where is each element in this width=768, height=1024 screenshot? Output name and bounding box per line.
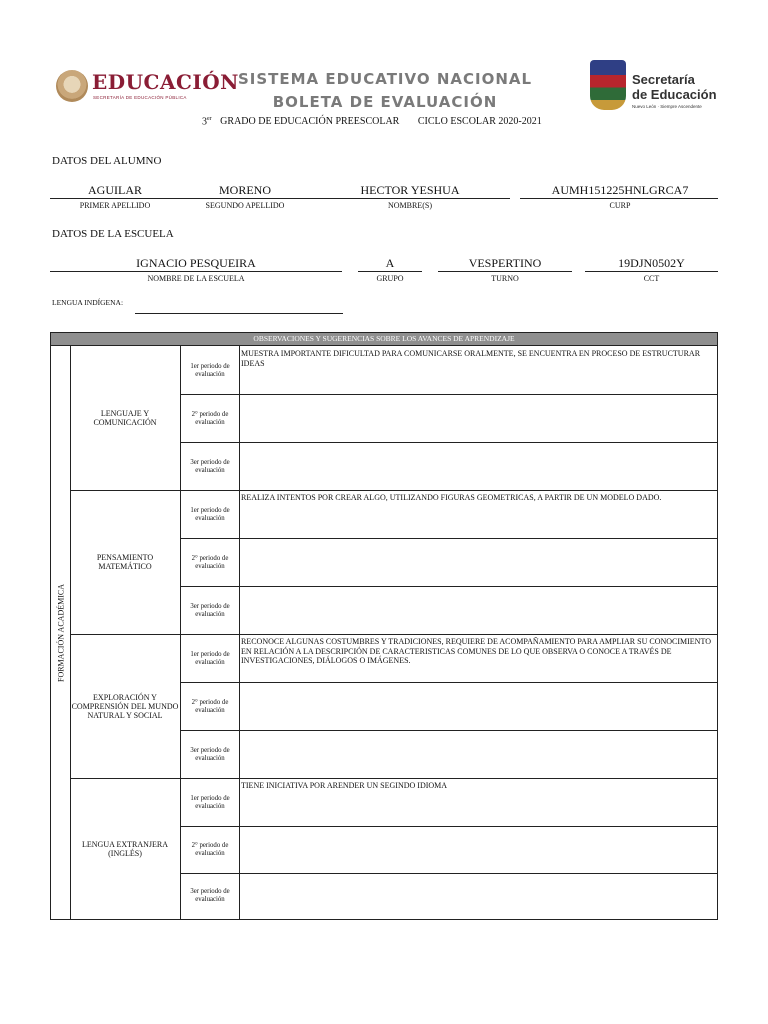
curp-value: AUMH151225HNLGRCA7 — [551, 183, 689, 197]
area-math: PENSAMIENTO MATEMÁTICO — [96, 553, 154, 571]
student-name-underline — [50, 198, 510, 199]
row-divider — [180, 394, 717, 395]
obs-math-p1: REALIZA INTENTOS POR CREAR ALGO, UTILIZANDO FIGURAS GEOMETRICAS, A PARTIR DE UN MODELO DADO. — [241, 493, 662, 502]
names-label: NOMBRE(S) — [387, 201, 432, 210]
period-3-label: 3er periodo de evaluación — [190, 888, 230, 903]
row-divider — [180, 538, 717, 539]
grade-number: 3 — [202, 116, 207, 128]
row-divider — [180, 873, 717, 874]
state-logo-tagline: Nuevo León · Siempre Ascendente — [632, 104, 702, 109]
indigenous-language-underline — [135, 313, 343, 314]
period-3-label: 3er periodo de evaluación — [190, 459, 230, 474]
area-language: LENGUAJE Y COMUNICACIÓN — [93, 409, 157, 427]
period-1-label: 1er periodo de evaluación — [190, 363, 230, 378]
cct-value: 19DJN0502Y — [618, 256, 685, 270]
period-2-label: 2° periodo de evaluación — [191, 699, 229, 714]
grade-text: GRADO DE EDUCACIÓN PREESCOLAR — [220, 116, 400, 128]
header-divider — [51, 345, 717, 346]
shift-underline — [438, 271, 572, 272]
school-name-underline — [50, 271, 342, 272]
row-divider — [180, 826, 717, 827]
header-title-line1: SISTEMA EDUCATIVO NACIONAL — [237, 70, 533, 88]
student-section-title: DATOS DEL ALUMNO — [52, 155, 162, 167]
names-value: HECTOR YESHUA — [360, 183, 460, 197]
cct-label: CCT — [643, 274, 660, 283]
curp-label: CURP — [609, 201, 631, 210]
grade-suffix: er — [207, 116, 212, 122]
state-logo-line1: Secretaría — [632, 72, 695, 87]
academic-formation-label — [51, 347, 70, 919]
first-surname-label: PRIMER APELLIDO — [79, 201, 151, 210]
period-1-label: 1er periodo de evaluación — [190, 651, 230, 666]
shift-value: VESPERTINO — [468, 256, 542, 270]
obs-exploration-p1: RECONOCE ALGUNAS COSTUMBRES Y TRADICIONES, REQUIERE DE ACOMPAÑAMIENTO PARA AMPLIAR SU CONOCIMIENTO EN RELACIÓN A LA DESCRIPCIÓN DE CARACTERISTICAS COMUNES DE LO QUE OBSERVA O CONOCE A TRAVÉS DE INVESTIGACIONES, DIÁLOGOS O IMÁGENES. — [241, 637, 711, 665]
period-3-label: 3er periodo de evaluación — [190, 603, 230, 618]
period-1-label: 1er periodo de evaluación — [190, 507, 230, 522]
state-logo-line2: de Educación — [632, 87, 717, 102]
sep-logo — [56, 68, 239, 108]
row-divider — [180, 442, 717, 443]
period-3-label: 3er periodo de evaluación — [190, 747, 230, 762]
row-divider — [180, 730, 717, 731]
obs-foreign-p1: TIENE INICIATIVA POR ARENDER UN SEGINDO IDIOMA — [241, 781, 448, 790]
shift-label: TURNO — [491, 274, 519, 283]
cct-underline — [585, 271, 718, 272]
evaluation-table — [50, 332, 718, 920]
indigenous-language-label: LENGUA INDÍGENA: — [52, 298, 124, 307]
second-surname-value: MORENO — [218, 183, 271, 197]
curp-underline — [520, 198, 718, 199]
period-2-label: 2° periodo de evaluación — [191, 411, 229, 426]
row-divider — [180, 682, 717, 683]
group-underline — [358, 271, 422, 272]
grade-line — [202, 116, 542, 127]
obs-language-p1: MUESTRA IMPORTANTE DIFICULTAD PARA COMUNICARSE ORALMENTE, SE ENCUENTRA EN PROCESO DE ESTRUCTURAR IDEAS — [241, 349, 701, 368]
evaluation-header: OBSERVACIONES Y SUGERENCIAS SOBRE LOS AVANCES DE APRENDIZAJE — [51, 333, 717, 345]
area-foreign-language: LENGUA EXTRANJERA (INGLÉS) — [82, 840, 168, 858]
col-divider-3 — [239, 345, 240, 919]
coat-of-arms-icon — [56, 70, 88, 102]
period-2-label: 2° periodo de evaluación — [191, 842, 229, 857]
school-section-title: DATOS DE LA ESCUELA — [52, 228, 174, 240]
group-value: A — [385, 256, 395, 270]
sep-logo-subtitle: SECRETARÍA DE EDUCACIÓN PÚBLICA — [93, 95, 187, 100]
school-cycle: CICLO ESCOLAR 2020-2021 — [417, 116, 542, 128]
school-name-value: IGNACIO PESQUEIRA — [136, 256, 256, 270]
school-name-label: NOMBRE DE LA ESCUELA — [147, 274, 245, 283]
state-crest-icon — [590, 60, 626, 110]
area-exploration: EXPLORACIÓN Y COMPRENSIÓN DEL MUNDO NATURAL Y SOCIAL — [71, 692, 179, 720]
row-divider — [180, 586, 717, 587]
academic-formation-text: FORMACIÓN ACADÉMICA — [56, 583, 65, 683]
period-1-label: 1er periodo de evaluación — [190, 795, 230, 810]
period-2-label: 2° periodo de evaluación — [191, 555, 229, 570]
second-surname-label: SEGUNDO APELLIDO — [205, 201, 285, 210]
state-education-logo — [586, 58, 736, 116]
sep-logo-word: EDUCACIÓN — [92, 70, 239, 94]
first-surname-value: AGUILAR — [88, 183, 142, 197]
group-label: GRUPO — [376, 274, 404, 283]
header-title-line2: BOLETA DE EVALUACIÓN — [272, 93, 498, 111]
